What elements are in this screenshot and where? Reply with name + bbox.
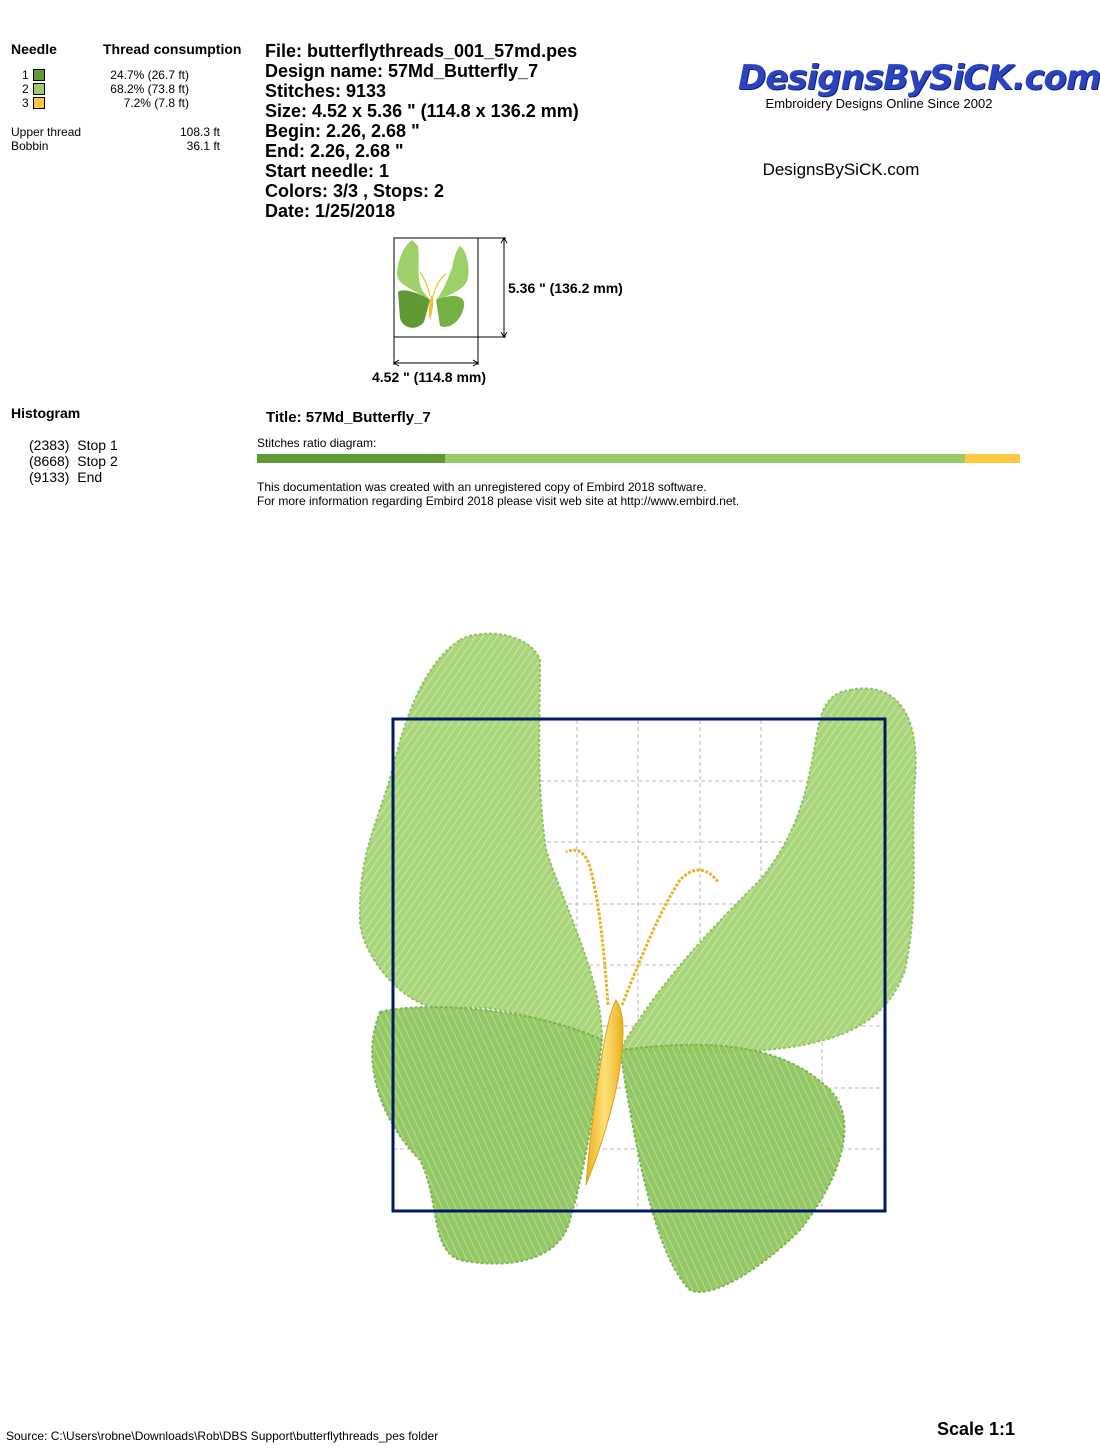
lower-left-wing <box>372 1007 602 1264</box>
scale-label: Scale 1:1 <box>936 1419 1015 1439</box>
thread-consumption-value: 68.2% (73.8 ft) <box>110 82 189 96</box>
histogram-count: (9133) <box>29 469 70 485</box>
histogram-label: Stop 2 <box>77 453 118 469</box>
thread-consumption-value: 7.2% (7.8 ft) <box>123 96 189 110</box>
design-title: Title: 57Md_Butterfly_7 <box>266 409 431 426</box>
ratio-segment <box>445 454 965 463</box>
embroidery-preview <box>340 620 940 1310</box>
histogram-count: (2383) <box>29 437 70 453</box>
bobbin-label: Bobbin <box>11 139 49 153</box>
brand-logo: DesignsBySiCK.com <box>738 58 1100 98</box>
thread-color-swatch <box>33 83 45 95</box>
histogram-label: Stop 1 <box>77 437 118 453</box>
upper-thread-value: 108.3 ft <box>179 125 220 139</box>
begin-point: Begin: 2.26, 2.68 " <box>265 121 420 141</box>
histogram-list <box>29 437 118 485</box>
needle-number: 3 <box>22 96 29 110</box>
design-date: Date: 1/25/2018 <box>265 201 396 221</box>
upper-left-wing <box>360 634 602 1040</box>
design-thumbnail <box>380 232 650 392</box>
notice-line-1: This documentation was created with an unregistered copy of Embird 2018 software. <box>257 480 707 494</box>
bobbin-value: 36.1 ft <box>186 139 220 153</box>
site-link[interactable]: DesignsBySiCK.com <box>762 160 920 179</box>
colors-stops: Colors: 3/3 , Stops: 2 <box>265 181 445 201</box>
ratio-segment <box>257 454 445 463</box>
thread-color-swatch <box>33 69 45 81</box>
histogram-count: (8668) <box>29 453 70 469</box>
needle-number: 1 <box>22 68 29 82</box>
lower-right-wing <box>620 1045 844 1292</box>
histogram-title: Histogram <box>11 405 81 421</box>
ratio-label: Stitches ratio diagram: <box>257 436 377 450</box>
upper-thread-label: Upper thread <box>11 125 82 139</box>
thread-consumption-value: 24.7% (26.7 ft) <box>110 68 189 82</box>
width-dimension: 4.52 " (114.8 mm) <box>372 369 487 385</box>
stitches-ratio-bar <box>257 454 1020 463</box>
source-path: Source: C:\Users\robne\Downloads\Rob\DBS Support\butterflythreads_pes folder <box>6 1429 439 1443</box>
upper-right-wing <box>620 688 916 1052</box>
stitch-count: Stitches: 9133 <box>265 81 387 101</box>
needle-number: 2 <box>22 82 29 96</box>
start-needle: Start needle: 1 <box>265 161 390 181</box>
design-name: Design name: 57Md_Butterfly_7 <box>265 61 539 81</box>
file-info <box>265 41 579 221</box>
needle-header: Needle <box>11 41 57 57</box>
histogram-entry <box>29 469 118 485</box>
histogram-entry <box>29 437 118 453</box>
file-name: File: butterflythreads_001_57md.pes <box>265 41 578 61</box>
histogram-label: End <box>77 469 103 485</box>
height-dimension: 5.36 " (136.2 mm) <box>508 280 623 296</box>
histogram-entry <box>29 453 118 469</box>
thread-color-swatch <box>33 97 45 109</box>
brand-tagline: Embroidery Designs Online Since 2002 <box>765 96 993 111</box>
end-point: End: 2.26, 2.68 " <box>265 141 404 161</box>
design-size: Size: 4.52 x 5.36 " (114.8 x 136.2 mm) <box>265 101 579 121</box>
thread-consumption-header: Thread consumption <box>103 41 242 57</box>
notice-line-2: For more information regarding Embird 2018 please visit web site at http://www.embird.net. <box>257 494 740 508</box>
ratio-segment <box>965 454 1020 463</box>
